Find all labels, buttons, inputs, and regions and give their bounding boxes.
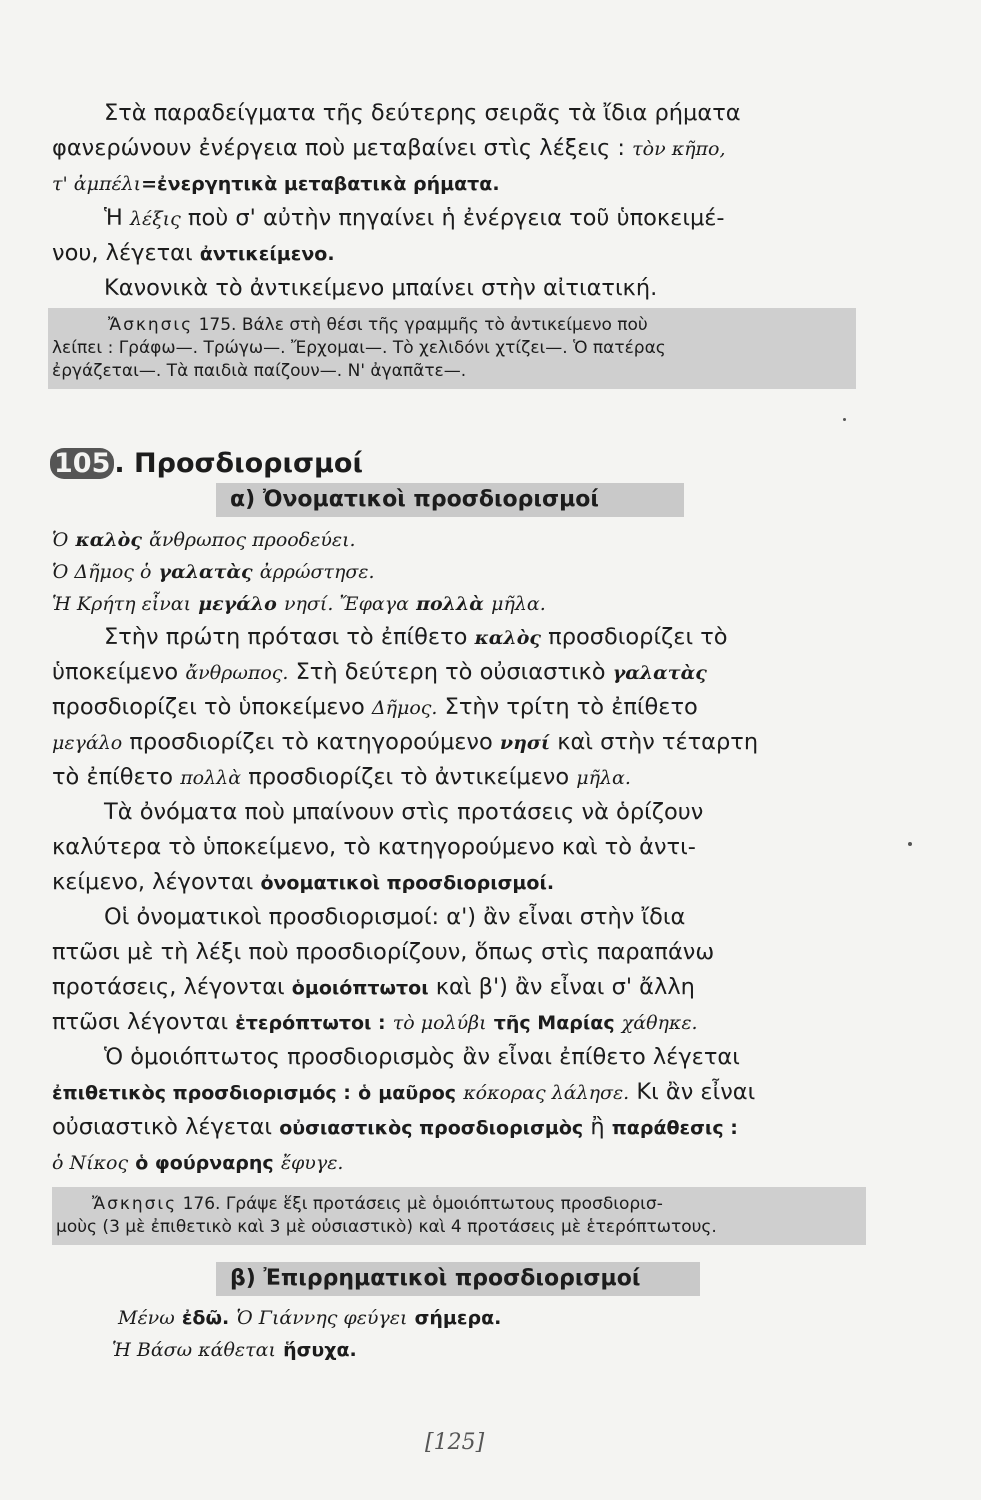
text-line: Τὰ ὀνόματα ποὺ μπαίνουν στὶς προτάσεις νὰ ὁρίζουν [104, 799, 704, 825]
text-line: καλύτερα τὸ ὑποκείμενο, τὸ κατηγορούμενο καὶ τὸ ἀντι- [52, 834, 696, 860]
text-line: Ὁ ὁμοιόπτωτος προσδιορισμὸς ἂν εἶναι ἐπίθετο λέγεται [104, 1044, 740, 1070]
text-line: φανερώνουν ἐνέργεια ποὺ μεταβαίνει στὶς λέξεις : τὸν κῆπο, [52, 135, 726, 161]
subheading-adverbial: β) Ἐπιρρηματικοὶ προσδιορισμοί [216, 1262, 700, 1296]
exercise-176-box: Ἄσκησις 176. Γράψε ἕξι προτάσεις μὲ ὁμοιόπτωτους προσδιορισ- μοὺς (3 μὲ ἐπιθετικὸ καὶ 3 μὲ οὐσιαστικὸ) καὶ 4 προτάσεις μὲ ἑτερόπτωτους. [52, 1187, 866, 1245]
scan-speck [908, 842, 912, 846]
text-line: Οἱ ὀνοματικοὶ προσδιορισμοί: α') ἂν εἶναι στὴν ἴδια [104, 904, 686, 930]
text-line: τὸ ἐπίθετο πολλὰ προσδιορίζει τὸ ἀντικείμενο μῆλα. [52, 764, 631, 790]
text-line: κείμενο, λέγονται ὀνοματικοὶ προσδιορισμοί. [52, 869, 555, 895]
example-line: Ὁ καλὸς ἄνθρωπος προοδεύει. [52, 529, 356, 551]
subheading-nominal: α) Ὀνοματικοὶ προσδιορισμοί [216, 483, 684, 517]
text-line: πτῶσι λέγονται ἑτερόπτωτοι : τὸ μολύβι τῆς Μαρίας χάθηκε. [52, 1009, 698, 1035]
text-line: τ' ἀμπέλι=ἐνεργητικὰ μεταβατικὰ ρήματα. [52, 173, 500, 195]
example-line: Ἡ Βάσω κάθεται ἥσυχα. [112, 1339, 357, 1361]
text-line: προτάσεις, λέγονται ὁμοιόπτωτοι καὶ β') ἂν εἶναι σ' ἄλλη [52, 974, 695, 1000]
exercise-175-box: Ἄσκησις 175. Βάλε στὴ θέσι τῆς γραμμῆς τὸ ἀντικείμενο ποὺ λείπει : Γράφω—. Τρώγω—. Ἔρχομαι—. Τὸ χελιδόνι χτίζει—. Ὁ πατέρας ἐργάζεται—. Τὰ παιδιὰ παίζουν—. Ν' ἀγαπᾶτε—. [48, 308, 856, 389]
example-line: Μένω ἐδῶ. Ὁ Γιάννης φεύγει σήμερα. [118, 1307, 502, 1329]
text-line: Κανονικὰ τὸ ἀντικείμενο μπαίνει στὴν αἰτιατική. [104, 275, 658, 301]
text-line: μεγάλο προσδιορίζει τὸ κατηγορούμενο νησί καὶ στὴν τέταρτη [52, 729, 759, 755]
text-line: ὑποκείμενο ἄνθρωπος. Στὴ δεύτερη τὸ οὐσιαστικὸ γαλατὰς [52, 659, 707, 685]
example-line: Ἡ Κρήτη εἶναι μεγάλο νησί. Ἔφαγα πολλὰ μῆλα. [52, 593, 546, 615]
text-line: ἐπιθετικὸς προσδιορισμός : ὁ μαῦρος κόκορας λάλησε. Κι ἂν εἶναι [52, 1079, 756, 1105]
page-number: [125] [425, 1430, 485, 1455]
section-heading: 105 . Προσδιορισμοί [50, 448, 363, 479]
text-line: Ἡ λέξις ποὺ σ' αὐτὴν πηγαίνει ἡ ἐνέργεια τοῦ ὑποκειμέ- [104, 205, 725, 231]
text-line: πτῶσι μὲ τὴ λέξι ποὺ προσδιορίζουν, ὅπως στὶς παραπάνω [52, 939, 715, 965]
text-line: νου, λέγεται ἀντικείμενο. [52, 240, 335, 266]
text-line: προσδιορίζει τὸ ὑποκείμενο Δῆμος. Στὴν τρίτη τὸ ἐπίθετο [52, 694, 698, 720]
text-line: οὐσιαστικὸ λέγεται οὐσιαστικὸς προσδιορισμὸς ἢ παράθεσις : [52, 1114, 738, 1140]
text-line: ὁ Νίκος ὁ φούρναρης ἔφυγε. [52, 1152, 344, 1174]
text-line: Στὴν πρώτη πρότασι τὸ ἐπίθετο καλὸς προσδιορίζει τὸ [104, 624, 728, 650]
text-line: Στὰ παραδείγματα τῆς δεύτερης σειρᾶς τὰ ἴδια ρήματα [104, 100, 741, 126]
example-line: Ὁ Δῆμος ὁ γαλατὰς ἀρρώστησε. [52, 561, 375, 583]
scan-speck [843, 418, 846, 421]
